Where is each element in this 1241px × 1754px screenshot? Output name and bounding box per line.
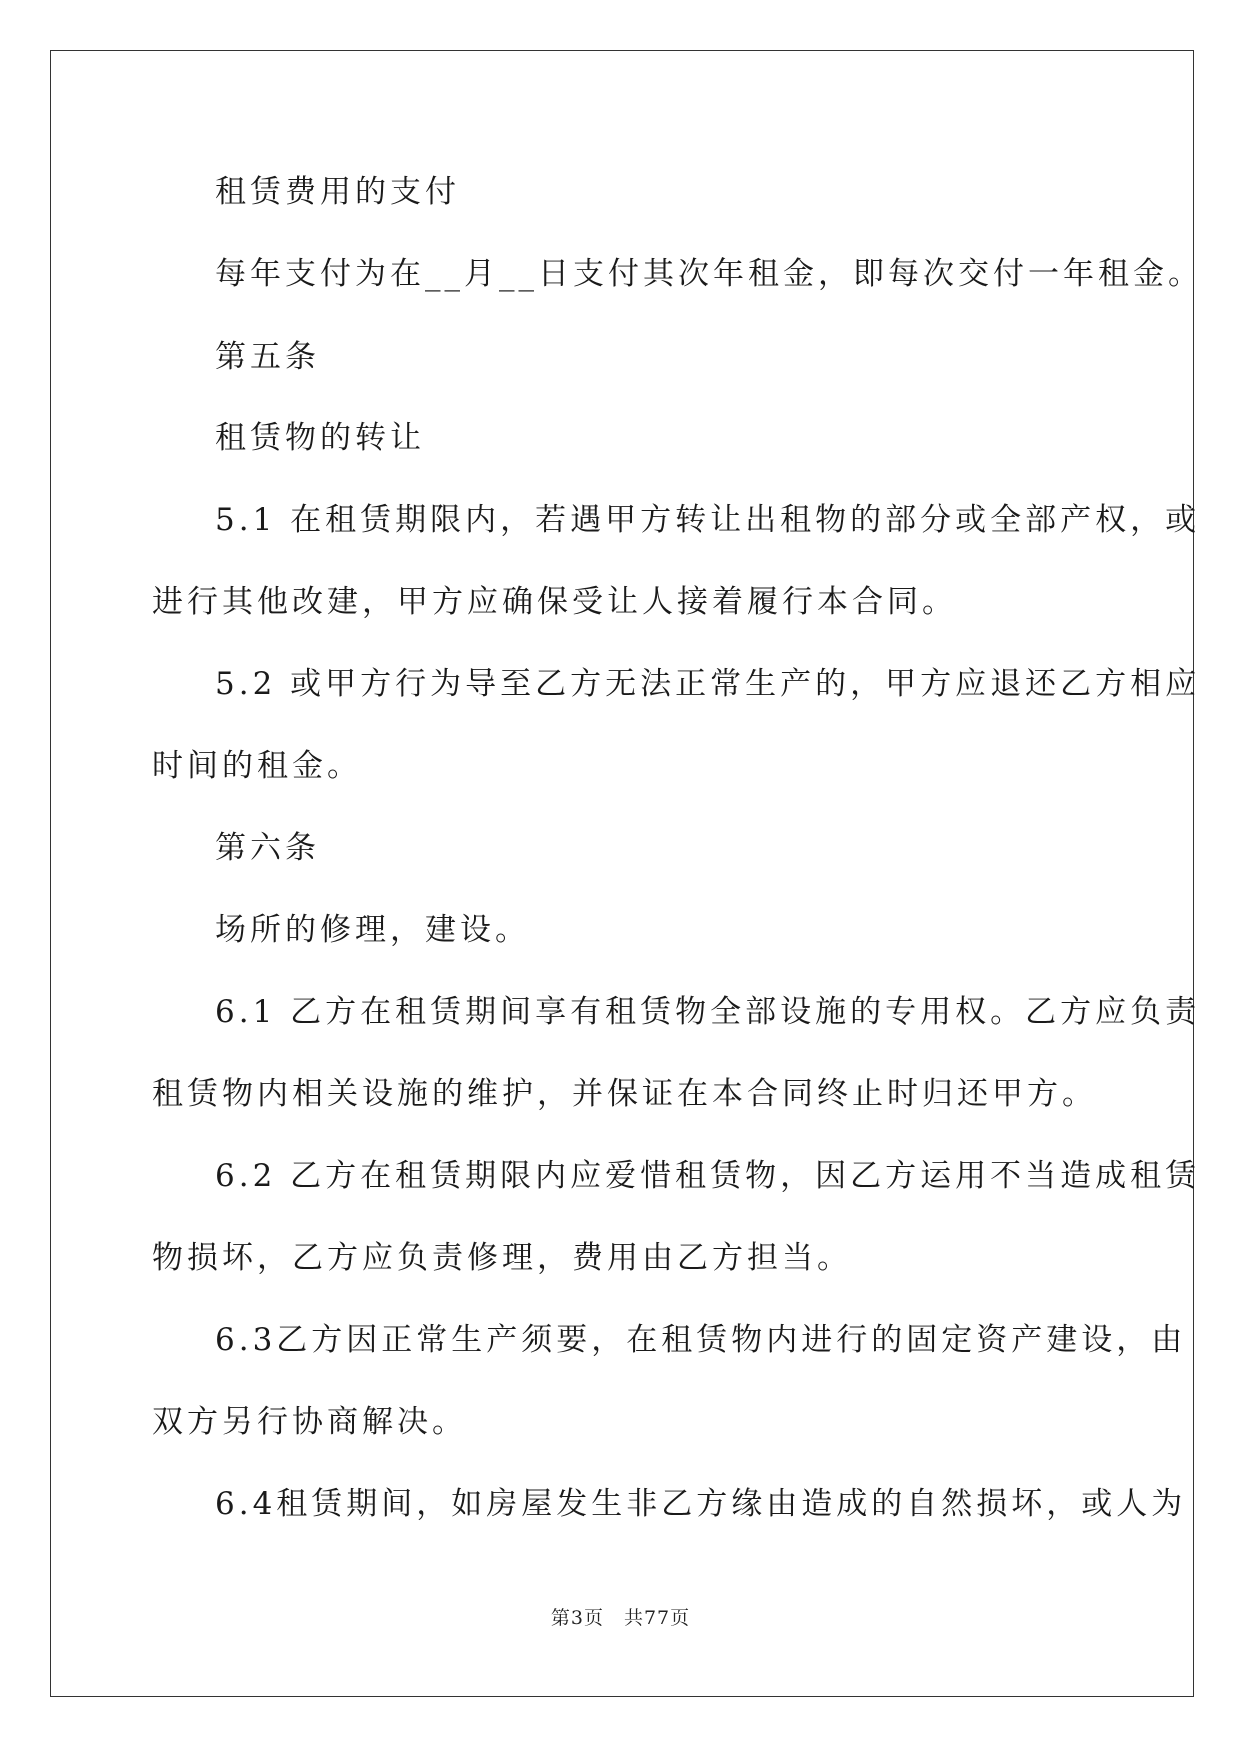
paragraph-line: 6.4租赁期间，如房屋发生非乙方缘由造成的自然损坏，或人为 — [215, 1486, 1187, 1522]
paragraph-line: 5.2 或甲方行为导至乙方无法正常生产的，甲方应退还乙方相应 — [215, 666, 1201, 702]
article-heading: 第六条 — [215, 830, 320, 866]
page-border — [50, 50, 1194, 1697]
paragraph-line: 5.1 在租赁期限内，若遇甲方转让出租物的部分或全部产权，或 — [215, 502, 1201, 538]
paragraph-line: 进行其他改建，甲方应确保受让人接着履行本合同。 — [152, 584, 957, 620]
paragraph-line: 6.2 乙方在租赁期限内应爱惜租赁物，因乙方运用不当造成租赁 — [215, 1158, 1201, 1194]
paragraph-line: 租赁物内相关设施的维护，并保证在本合同终止时归还甲方。 — [152, 1076, 1097, 1112]
paragraph-line: 时间的租金。 — [152, 748, 362, 784]
article-heading: 第五条 — [215, 339, 320, 375]
paragraph-line: 双方另行协商解决。 — [152, 1404, 467, 1440]
paragraph-line: 6.3乙方因正常生产须要，在租赁物内进行的固定资产建设，由 — [215, 1322, 1187, 1358]
paragraph-line: 6.1 乙方在租赁期间享有租赁物全部设施的专用权。乙方应负责 — [215, 994, 1201, 1030]
section-heading: 场所的修理，建设。 — [215, 912, 530, 948]
section-heading: 租赁费用的支付 — [215, 174, 460, 210]
page-number-footer: 第3页 共77页 — [550, 1607, 691, 1629]
paragraph-line: 每年支付为在__月__日支付其次年租金，即每次交付一年租金。 — [215, 256, 1203, 292]
section-heading: 租赁物的转让 — [215, 420, 425, 456]
paragraph-line: 物损坏，乙方应负责修理，费用由乙方担当。 — [152, 1240, 852, 1276]
